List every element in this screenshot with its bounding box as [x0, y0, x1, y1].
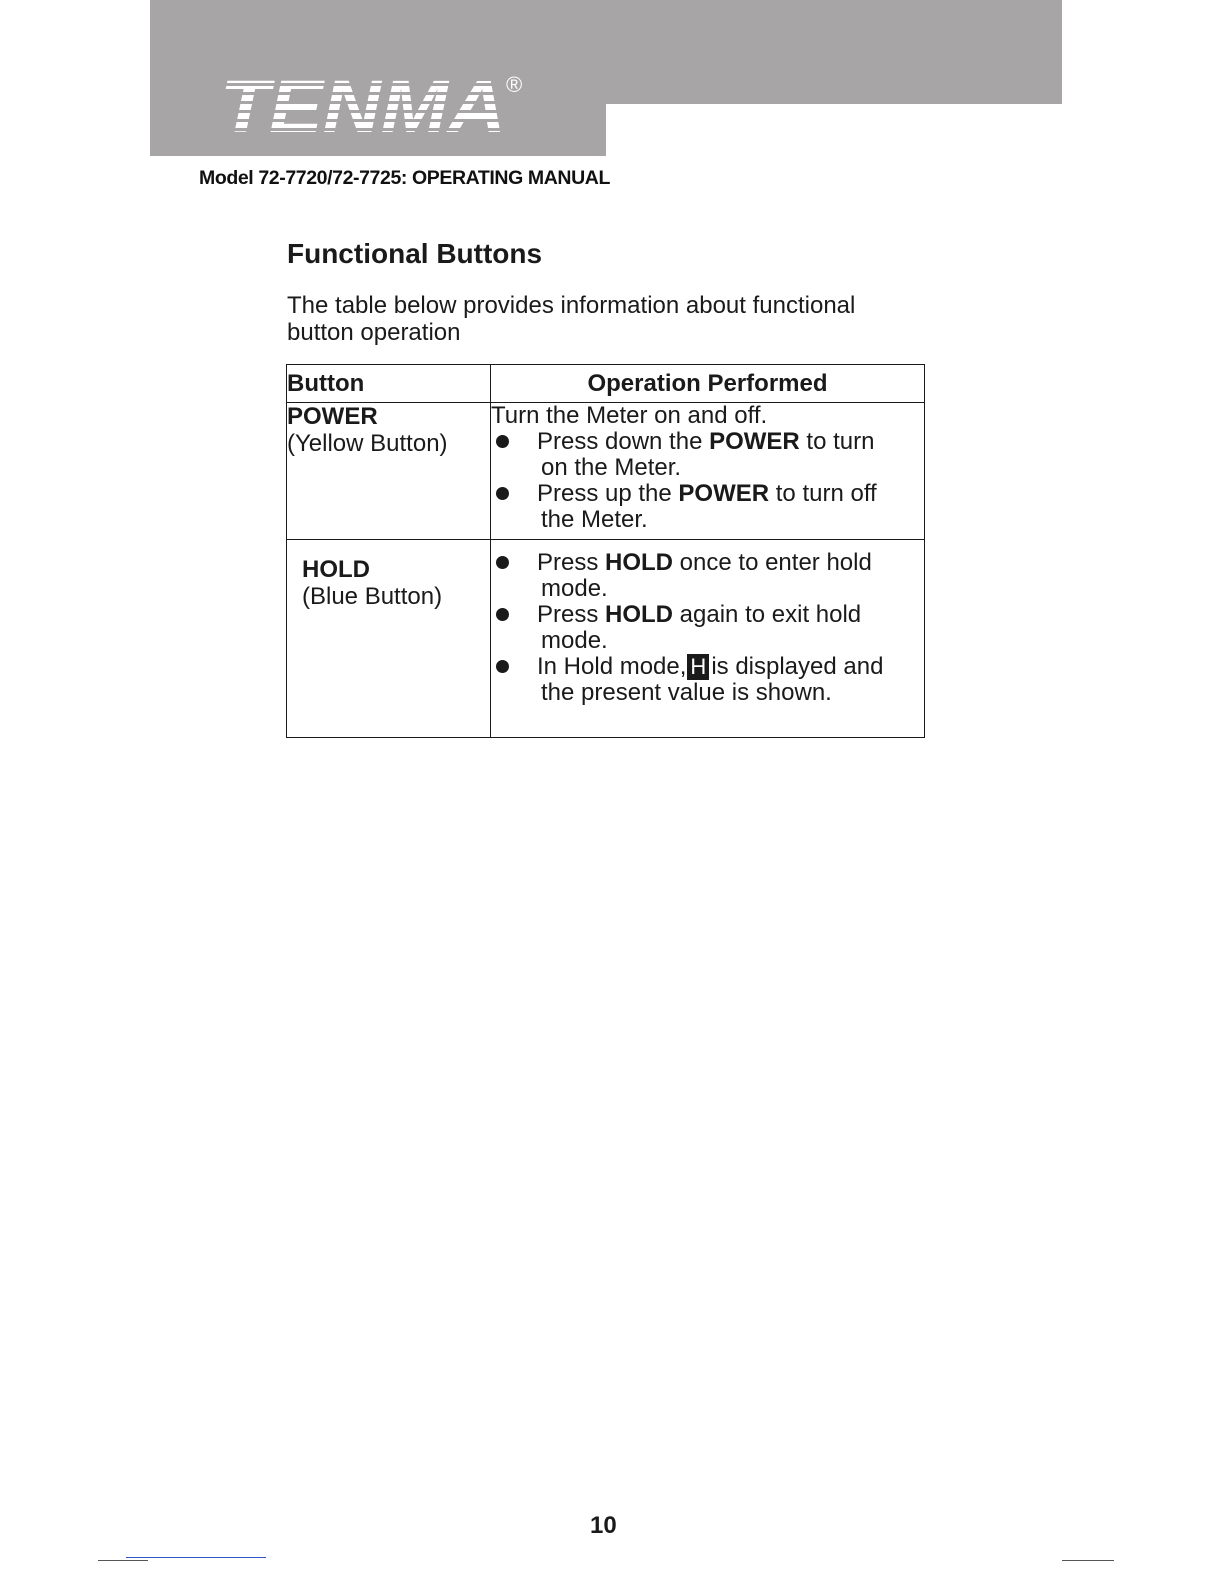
bullet-icon	[496, 487, 509, 500]
footer-rule	[1062, 1560, 1114, 1561]
bullet-text: to turn off	[769, 480, 877, 507]
table-row-power	[287, 403, 925, 540]
intro-paragraph	[287, 292, 927, 346]
bullet-text: again to exit hold	[673, 601, 862, 628]
bullet-keyword: HOLD	[605, 549, 674, 576]
table-header-row	[287, 365, 925, 403]
manual-title: Model 72-7720/72-7725: OPERATING MANUAL	[199, 167, 610, 189]
list-item	[491, 550, 924, 602]
button-name: POWER	[287, 403, 378, 430]
bullet-icon	[496, 608, 509, 621]
button-name-cell	[287, 540, 491, 738]
column-header-button: Button	[287, 365, 491, 403]
bullet-continuation: the present value is shown.	[541, 679, 832, 706]
bullet-continuation: mode.	[541, 627, 608, 654]
bullet-keyword: POWER	[678, 480, 770, 507]
logo-text: TENMA	[220, 68, 506, 140]
button-name: HOLD	[302, 556, 370, 583]
button-name-cell	[287, 403, 491, 540]
bullet-text: to turn	[799, 428, 875, 455]
bullet-text: In Hold mode,	[537, 653, 687, 680]
hold-indicator-icon: H	[687, 654, 709, 680]
list-item	[491, 654, 924, 706]
operation-list	[491, 429, 924, 533]
bullet-continuation: on the Meter.	[541, 454, 682, 481]
intro-line-1: The table below provides information about functional	[287, 292, 856, 319]
bullet-text: once to enter hold	[673, 549, 872, 576]
operation-cell	[491, 403, 925, 540]
list-item	[491, 481, 924, 533]
section-heading: Functional Buttons	[287, 238, 543, 269]
intro-line-2: button operation	[287, 319, 461, 346]
footer-link-underline	[126, 1557, 266, 1558]
list-item	[491, 429, 924, 481]
registered-mark: ®	[506, 72, 523, 97]
list-item	[491, 602, 924, 654]
bullet-text: Press up the	[537, 480, 679, 507]
functional-buttons-table	[286, 364, 925, 738]
operation-list	[491, 550, 924, 706]
bullet-text: Press down the	[537, 428, 710, 455]
table-row-hold	[287, 540, 925, 738]
button-color: (Blue Button)	[302, 583, 443, 610]
operation-cell	[491, 540, 925, 738]
bullet-text: is displayed and	[711, 653, 884, 680]
bullet-icon	[496, 660, 509, 673]
bullet-icon	[496, 556, 509, 569]
page-number: 10	[590, 1512, 617, 1539]
bullet-keyword: HOLD	[605, 601, 674, 628]
bullet-text: Press	[537, 601, 606, 628]
bullet-continuation: the Meter.	[541, 506, 648, 533]
operation-lead: Turn the Meter on and off.	[491, 402, 768, 429]
footer-rule	[98, 1560, 148, 1561]
bullet-keyword: POWER	[709, 428, 800, 455]
button-color: (Yellow Button)	[287, 430, 448, 457]
tenma-logo	[218, 68, 538, 140]
bullet-continuation: mode.	[541, 575, 608, 602]
bullet-icon	[496, 435, 509, 448]
bullet-text: Press	[537, 549, 606, 576]
column-header-operation: Operation Performed	[491, 365, 925, 403]
